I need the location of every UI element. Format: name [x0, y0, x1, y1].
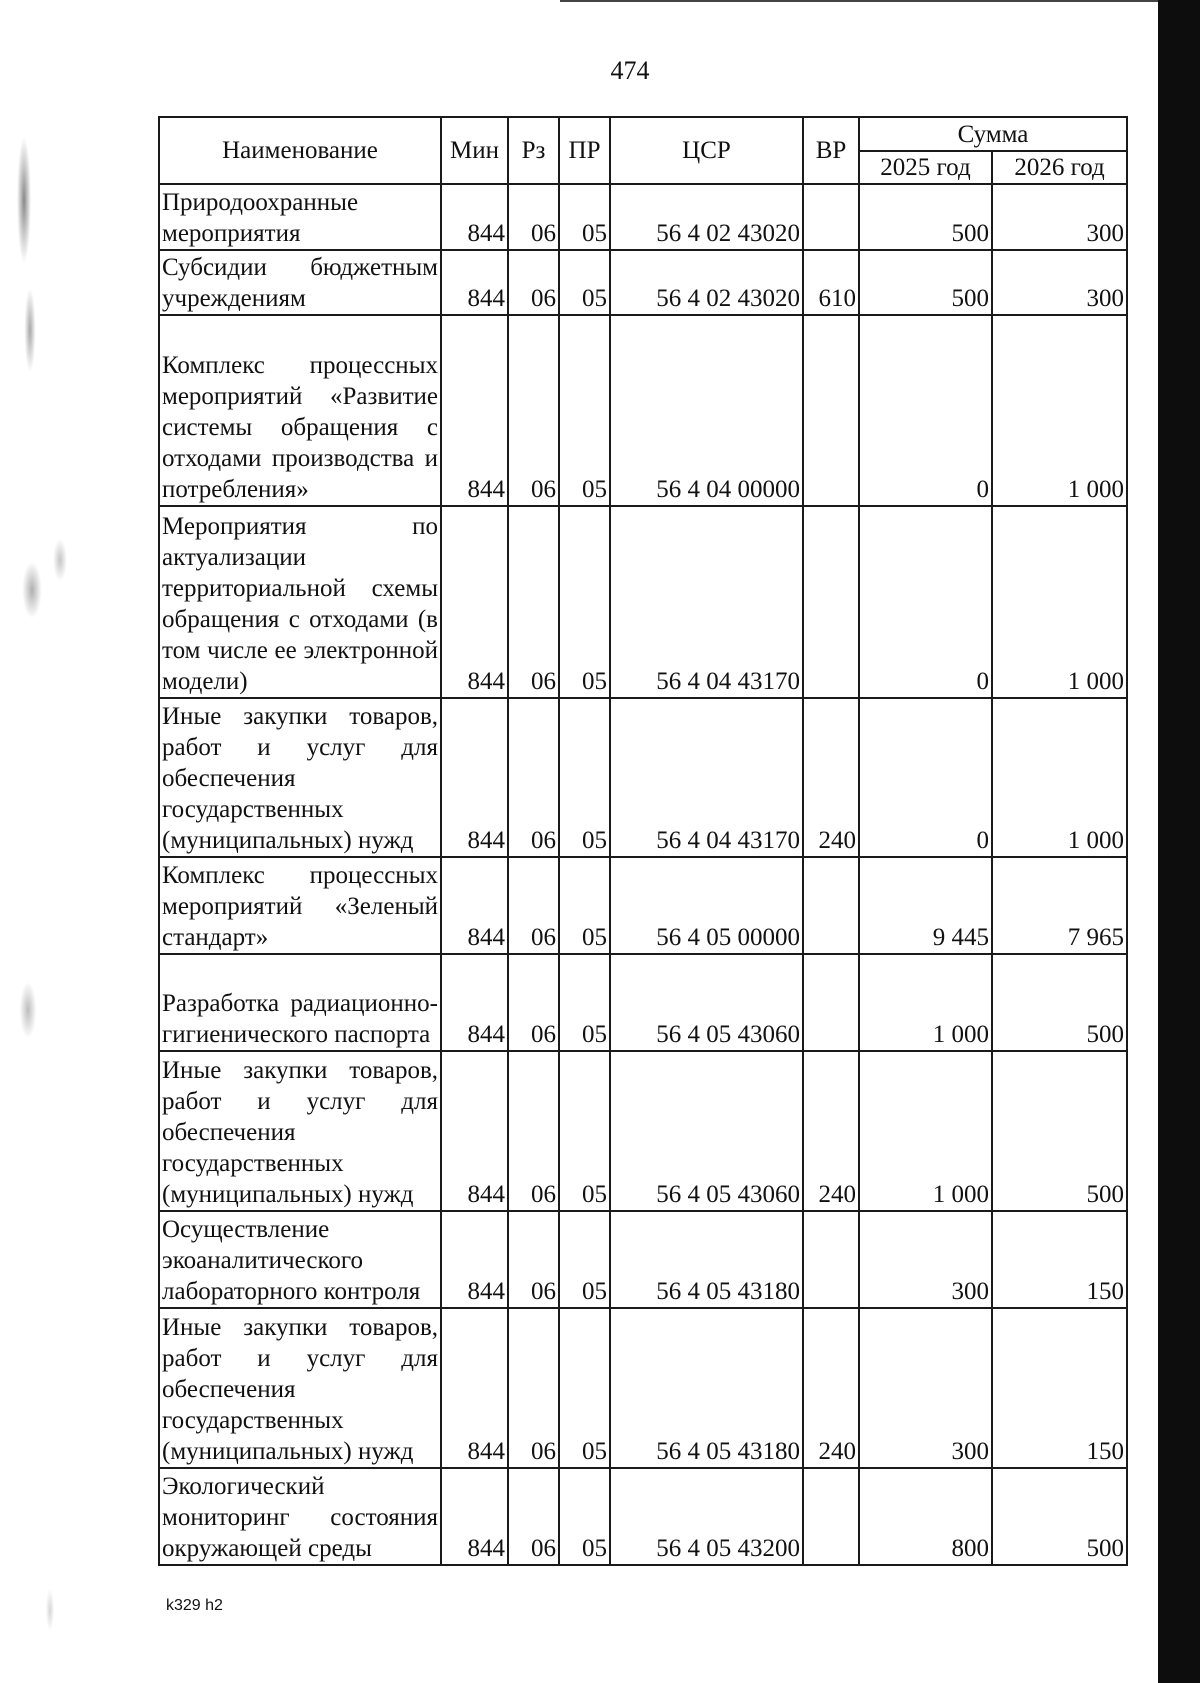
row-csr: 56 4 05 43180: [610, 1308, 803, 1468]
row-csr: 56 4 04 43170: [610, 698, 803, 858]
row-min: 844: [441, 506, 508, 697]
row-csr: 56 4 05 43200: [610, 1468, 803, 1565]
row-sum-2025: 300: [859, 1308, 992, 1468]
table-row: [159, 184, 1127, 250]
header-vr: ВР: [803, 117, 859, 184]
row-sum-2025: 0: [859, 315, 992, 506]
row-sum-2025: 0: [859, 698, 992, 858]
table-row: [159, 250, 1127, 316]
row-rz: 06: [508, 1051, 559, 1211]
row-name: Разработка радиационно-гигиенического паспорта: [159, 954, 441, 1051]
table-row: [159, 698, 1127, 858]
row-csr: 56 4 02 43020: [610, 250, 803, 316]
row-vr: [803, 954, 859, 1051]
row-name: Экологический мониторинг состояния окружающей среды: [159, 1468, 441, 1565]
row-vr: 610: [803, 250, 859, 316]
header-sum: Сумма: [859, 117, 1127, 151]
row-sum-2026: 500: [992, 954, 1127, 1051]
row-min: 844: [441, 1468, 508, 1565]
row-min: 844: [441, 184, 508, 250]
table-row: [159, 1051, 1127, 1211]
row-vr: [803, 315, 859, 506]
row-sum-2025: 0: [859, 506, 992, 697]
header-pr: ПР: [559, 117, 610, 184]
row-sum-2026: 1 000: [992, 506, 1127, 697]
row-rz: 06: [508, 954, 559, 1051]
row-min: 844: [441, 857, 508, 954]
row-name: Комплекс процессных мероприятий «Зеленый стандарт»: [159, 857, 441, 954]
row-min: 844: [441, 1308, 508, 1468]
table-body: [159, 184, 1127, 1565]
scan-edge-noise: [0, 0, 72, 1683]
row-sum-2026: 500: [992, 1051, 1127, 1211]
header-min: Мин: [441, 117, 508, 184]
scan-top-edge: [560, 0, 1158, 2]
row-vr: [803, 1468, 859, 1565]
row-rz: 06: [508, 1468, 559, 1565]
row-rz: 06: [508, 315, 559, 506]
row-csr: 56 4 04 00000: [610, 315, 803, 506]
row-sum-2026: 300: [992, 184, 1127, 250]
row-csr: 56 4 05 00000: [610, 857, 803, 954]
row-sum-2025: 1 000: [859, 954, 992, 1051]
row-csr: 56 4 05 43180: [610, 1211, 803, 1308]
row-name: Комплекс процессных мероприятий «Развитие системы обращения с отходами производства и потребления»: [159, 315, 441, 506]
row-min: 844: [441, 1211, 508, 1308]
header-year-2025: 2025 год: [859, 151, 992, 184]
page-number: 474: [610, 56, 650, 85]
row-sum-2026: 300: [992, 250, 1127, 316]
table-row: [159, 1211, 1127, 1308]
row-rz: 06: [508, 698, 559, 858]
row-sum-2026: 500: [992, 1468, 1127, 1565]
row-vr: [803, 1211, 859, 1308]
table-row: [159, 954, 1127, 1051]
row-pr: 05: [559, 184, 610, 250]
row-sum-2026: 1 000: [992, 315, 1127, 506]
row-sum-2026: 7 965: [992, 857, 1127, 954]
row-name: Иные закупки товаров, работ и услуг для обеспечения государственных (муниципальных) нужд: [159, 1308, 441, 1468]
row-min: 844: [441, 315, 508, 506]
row-pr: 05: [559, 1468, 610, 1565]
row-sum-2025: 1 000: [859, 1051, 992, 1211]
row-csr: 56 4 02 43020: [610, 184, 803, 250]
row-csr: 56 4 04 43170: [610, 506, 803, 697]
footer-code: k329 h2: [166, 1597, 223, 1614]
row-rz: 06: [508, 506, 559, 697]
header-name: Наименование: [159, 117, 441, 184]
row-pr: 05: [559, 698, 610, 858]
row-sum-2025: 500: [859, 184, 992, 250]
row-min: 844: [441, 250, 508, 316]
row-name: Природоохранные мероприятия: [159, 184, 441, 250]
row-pr: 05: [559, 250, 610, 316]
row-rz: 06: [508, 1308, 559, 1468]
row-rz: 06: [508, 184, 559, 250]
row-sum-2026: 150: [992, 1308, 1127, 1468]
header-year-2026: 2026 год: [992, 151, 1127, 184]
table-row: [159, 315, 1127, 506]
row-min: 844: [441, 698, 508, 858]
row-name: Иные закупки товаров, работ и услуг для обеспечения государственных (муниципальных) нужд: [159, 698, 441, 858]
row-sum-2025: 800: [859, 1468, 992, 1565]
table-row: [159, 1308, 1127, 1468]
row-name: Мероприятия по актуализации территориальной схемы обращения с отходами (в том числе ее электронной модели): [159, 506, 441, 697]
row-sum-2025: 9 445: [859, 857, 992, 954]
row-rz: 06: [508, 857, 559, 954]
row-vr: 240: [803, 698, 859, 858]
row-name: Осуществление экоаналитического лабораторного контроля: [159, 1211, 441, 1308]
row-sum-2025: 500: [859, 250, 992, 316]
header-rz: Рз: [508, 117, 559, 184]
budget-table: [158, 116, 1128, 1566]
row-pr: 05: [559, 1051, 610, 1211]
row-vr: [803, 506, 859, 697]
table-row: [159, 857, 1127, 954]
row-rz: 06: [508, 1211, 559, 1308]
row-pr: 05: [559, 315, 610, 506]
row-sum-2025: 300: [859, 1211, 992, 1308]
row-name: Субсидии бюджетным учреждениям: [159, 250, 441, 316]
row-csr: 56 4 05 43060: [610, 1051, 803, 1211]
row-min: 844: [441, 954, 508, 1051]
scan-right-edge: [1158, 0, 1200, 1683]
row-rz: 06: [508, 250, 559, 316]
row-min: 844: [441, 1051, 508, 1211]
row-pr: 05: [559, 506, 610, 697]
row-pr: 05: [559, 857, 610, 954]
header-csr: ЦСР: [610, 117, 803, 184]
row-vr: 240: [803, 1308, 859, 1468]
row-vr: [803, 857, 859, 954]
row-vr: 240: [803, 1051, 859, 1211]
row-pr: 05: [559, 954, 610, 1051]
table-row: [159, 506, 1127, 697]
row-vr: [803, 184, 859, 250]
row-pr: 05: [559, 1308, 610, 1468]
row-sum-2026: 1 000: [992, 698, 1127, 858]
row-sum-2026: 150: [992, 1211, 1127, 1308]
row-pr: 05: [559, 1211, 610, 1308]
table-row: [159, 1468, 1127, 1565]
row-name: Иные закупки товаров, работ и услуг для обеспечения государственных (муниципальных) нужд: [159, 1051, 441, 1211]
row-csr: 56 4 05 43060: [610, 954, 803, 1051]
